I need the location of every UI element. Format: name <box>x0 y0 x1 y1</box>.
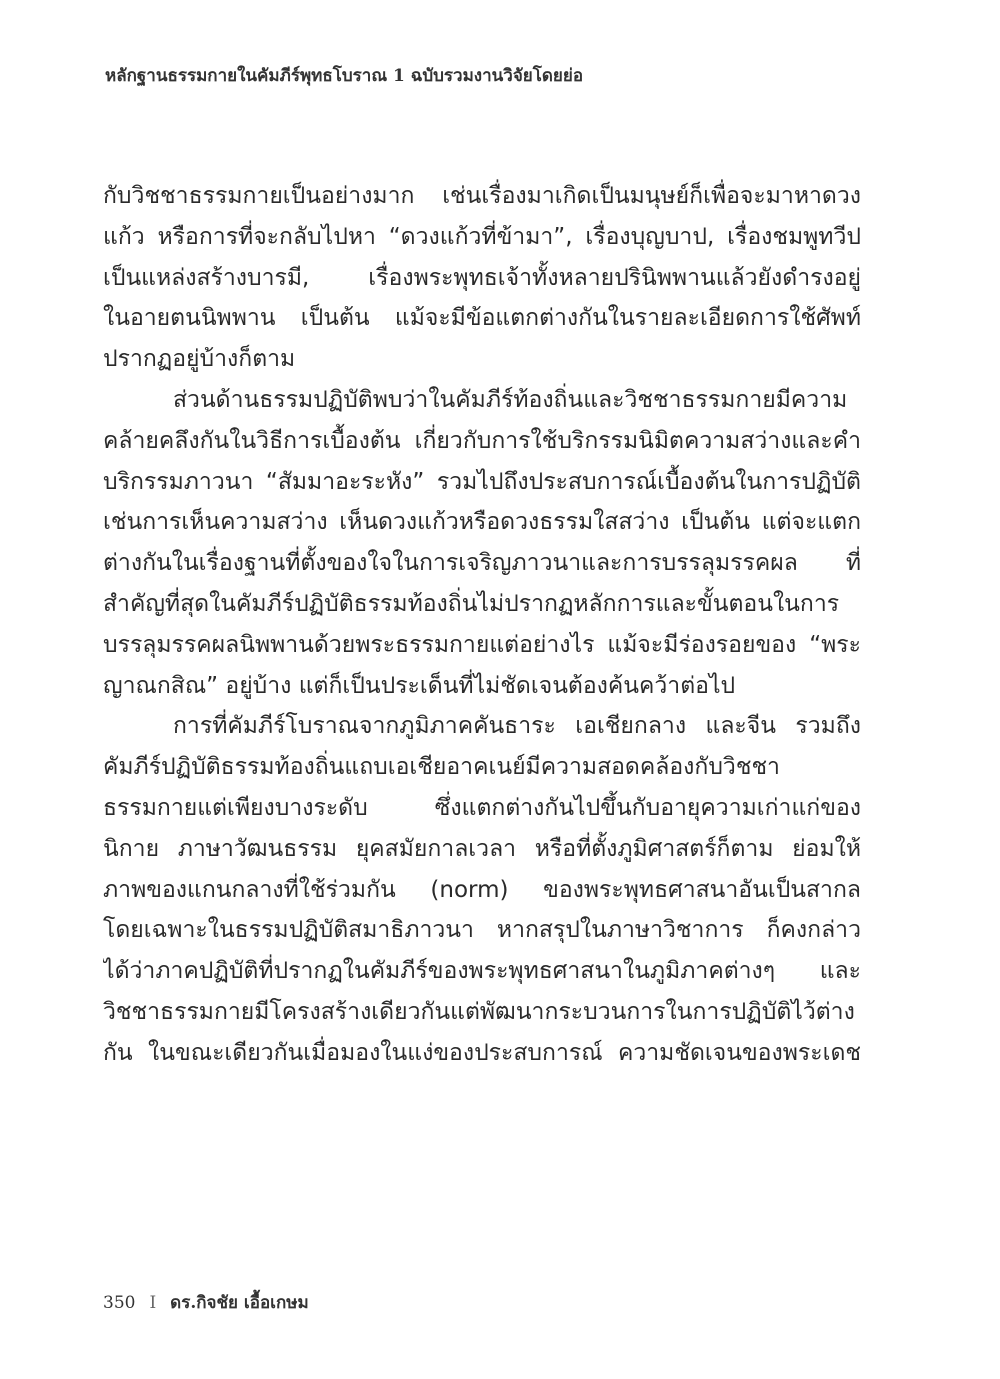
text-line: ภาพของแกนกลางที่ใช้ร่วมกัน (norm) ของพระพุทธศาสนาอันเป็นสากล <box>103 876 861 903</box>
text-line: ได้ว่าภาคปฏิบัติที่ปรากฏในคัมภีร์ของพระพุทธศาสนาในภูมิภาคต่างๆ และ <box>103 958 861 985</box>
footer-separator: I <box>149 1293 157 1313</box>
text-line: โดยเฉพาะในธรรมปฏิบัติสมาธิภาวนา หากสรุปในภาษาวิชาการ ก็คงกล่าว <box>103 917 861 944</box>
running-header: หลักฐานธรรมกายในคัมภีร์พุทธโบราณ 1 ฉบับรวมงานวิจัยโดยย่อ <box>105 66 584 86</box>
text-line: แก้ว หรือการที่จะกลับไปหา “ดวงแก้วที่ข้ามา”, เรื่องบุญบาป, เรื่องชมพูทวีป <box>103 223 861 250</box>
text-line: วิชชาธรรมกายมีโครงสร้างเดียวกันแต่พัฒนากระบวนการในการปฏิบัติไว้ต่าง <box>103 998 855 1025</box>
text-line: สำคัญที่สุดในคัมภีร์ปฏิบัติธรรมท้องถิ่นไม่ปรากฏหลักการและขั้นตอนในการ <box>103 590 840 617</box>
text-line: ธรรมกายแต่เพียงบางระดับ ซึ่งแตกต่างกันไปขึ้นกับอายุความเก่าแก่ของ <box>103 794 861 821</box>
text-line: เป็นแหล่งสร้างบารมี, เรื่องพระพุทธเจ้าทั้งหลายปรินิพพานแล้วยังดำรงอยู่ <box>103 264 861 291</box>
text-line: ในอายตนนิพพาน เป็นต้น แม้จะมีข้อแตกต่างกันในรายละเอียดการใช้ศัพท์ <box>103 305 861 332</box>
page-number: 350 <box>103 1293 136 1313</box>
text-line: เช่นการเห็นความสว่าง เห็นดวงแก้วหรือดวงธรรมใสสว่าง เป็นต้น แต่จะแตก <box>103 509 861 536</box>
text-line: คล้ายคลึงกันในวิธีการเบื้องต้น เกี่ยวกับการใช้บริกรรมนิมิตความสว่างและคำ <box>103 427 861 454</box>
page-footer <box>103 1291 309 1315</box>
text-line: คัมภีร์ปฏิบัติธรรมท้องถิ่นแถบเอเชียอาคเนย์มีความสอดคล้องกับวิชชา <box>103 754 780 781</box>
text-line: บรรลุมรรคผลนิพพานด้วยพระธรรมกายแต่อย่างไร แม้จะมีร่องรอยของ “พระ <box>103 631 861 658</box>
text-line: ส่วนด้านธรรมปฏิบัติพบว่าในคัมภีร์ท้องถิ่นและวิชชาธรรมกายมีความ <box>173 386 848 413</box>
text-line: บริกรรมภาวนา “สัมมาอะระหัง” รวมไปถึงประสบการณ์เบื้องต้นในการปฏิบัติ <box>103 468 861 495</box>
text-line: ญาณกสิณ” อยู่บ้าง แต่ก็เป็นประเด็นที่ไม่ชัดเจนต้องค้นคว้าต่อไป <box>103 672 736 699</box>
paragraph-1 <box>103 176 861 380</box>
text-line: ปรากฏอยู่บ้างก็ตาม <box>103 346 296 373</box>
paragraph-2 <box>103 380 861 706</box>
text-line: ต่างกันในเรื่องฐานที่ตั้งของใจในการเจริญภาวนาและการบรรลุมรรคผล ที่ <box>103 550 861 577</box>
author-name: ดร.กิจชัย เอื้อเกษม <box>170 1293 309 1313</box>
text-line: กัน ในขณะเดียวกันเมื่อมองในแง่ของประสบการณ์ ความชัดเจนของพระเดช <box>103 1039 861 1066</box>
body-text <box>103 176 861 1074</box>
text-line: การที่คัมภีร์โบราณจากภูมิภาคคันธาระ เอเชียกลาง และจีน รวมถึง <box>173 713 861 740</box>
text-line: นิกาย ภาษาวัฒนธรรม ยุคสมัยกาลเวลา หรือที่ตั้งภูมิศาสตร์ก็ตาม ย่อมให้ <box>103 835 861 862</box>
paragraph-3 <box>103 706 861 1073</box>
text-line: กับวิชชาธรรมกายเป็นอย่างมาก เช่นเรื่องมาเกิดเป็นมนุษย์ก็เพื่อจะมาหาดวง <box>103 183 861 209</box>
